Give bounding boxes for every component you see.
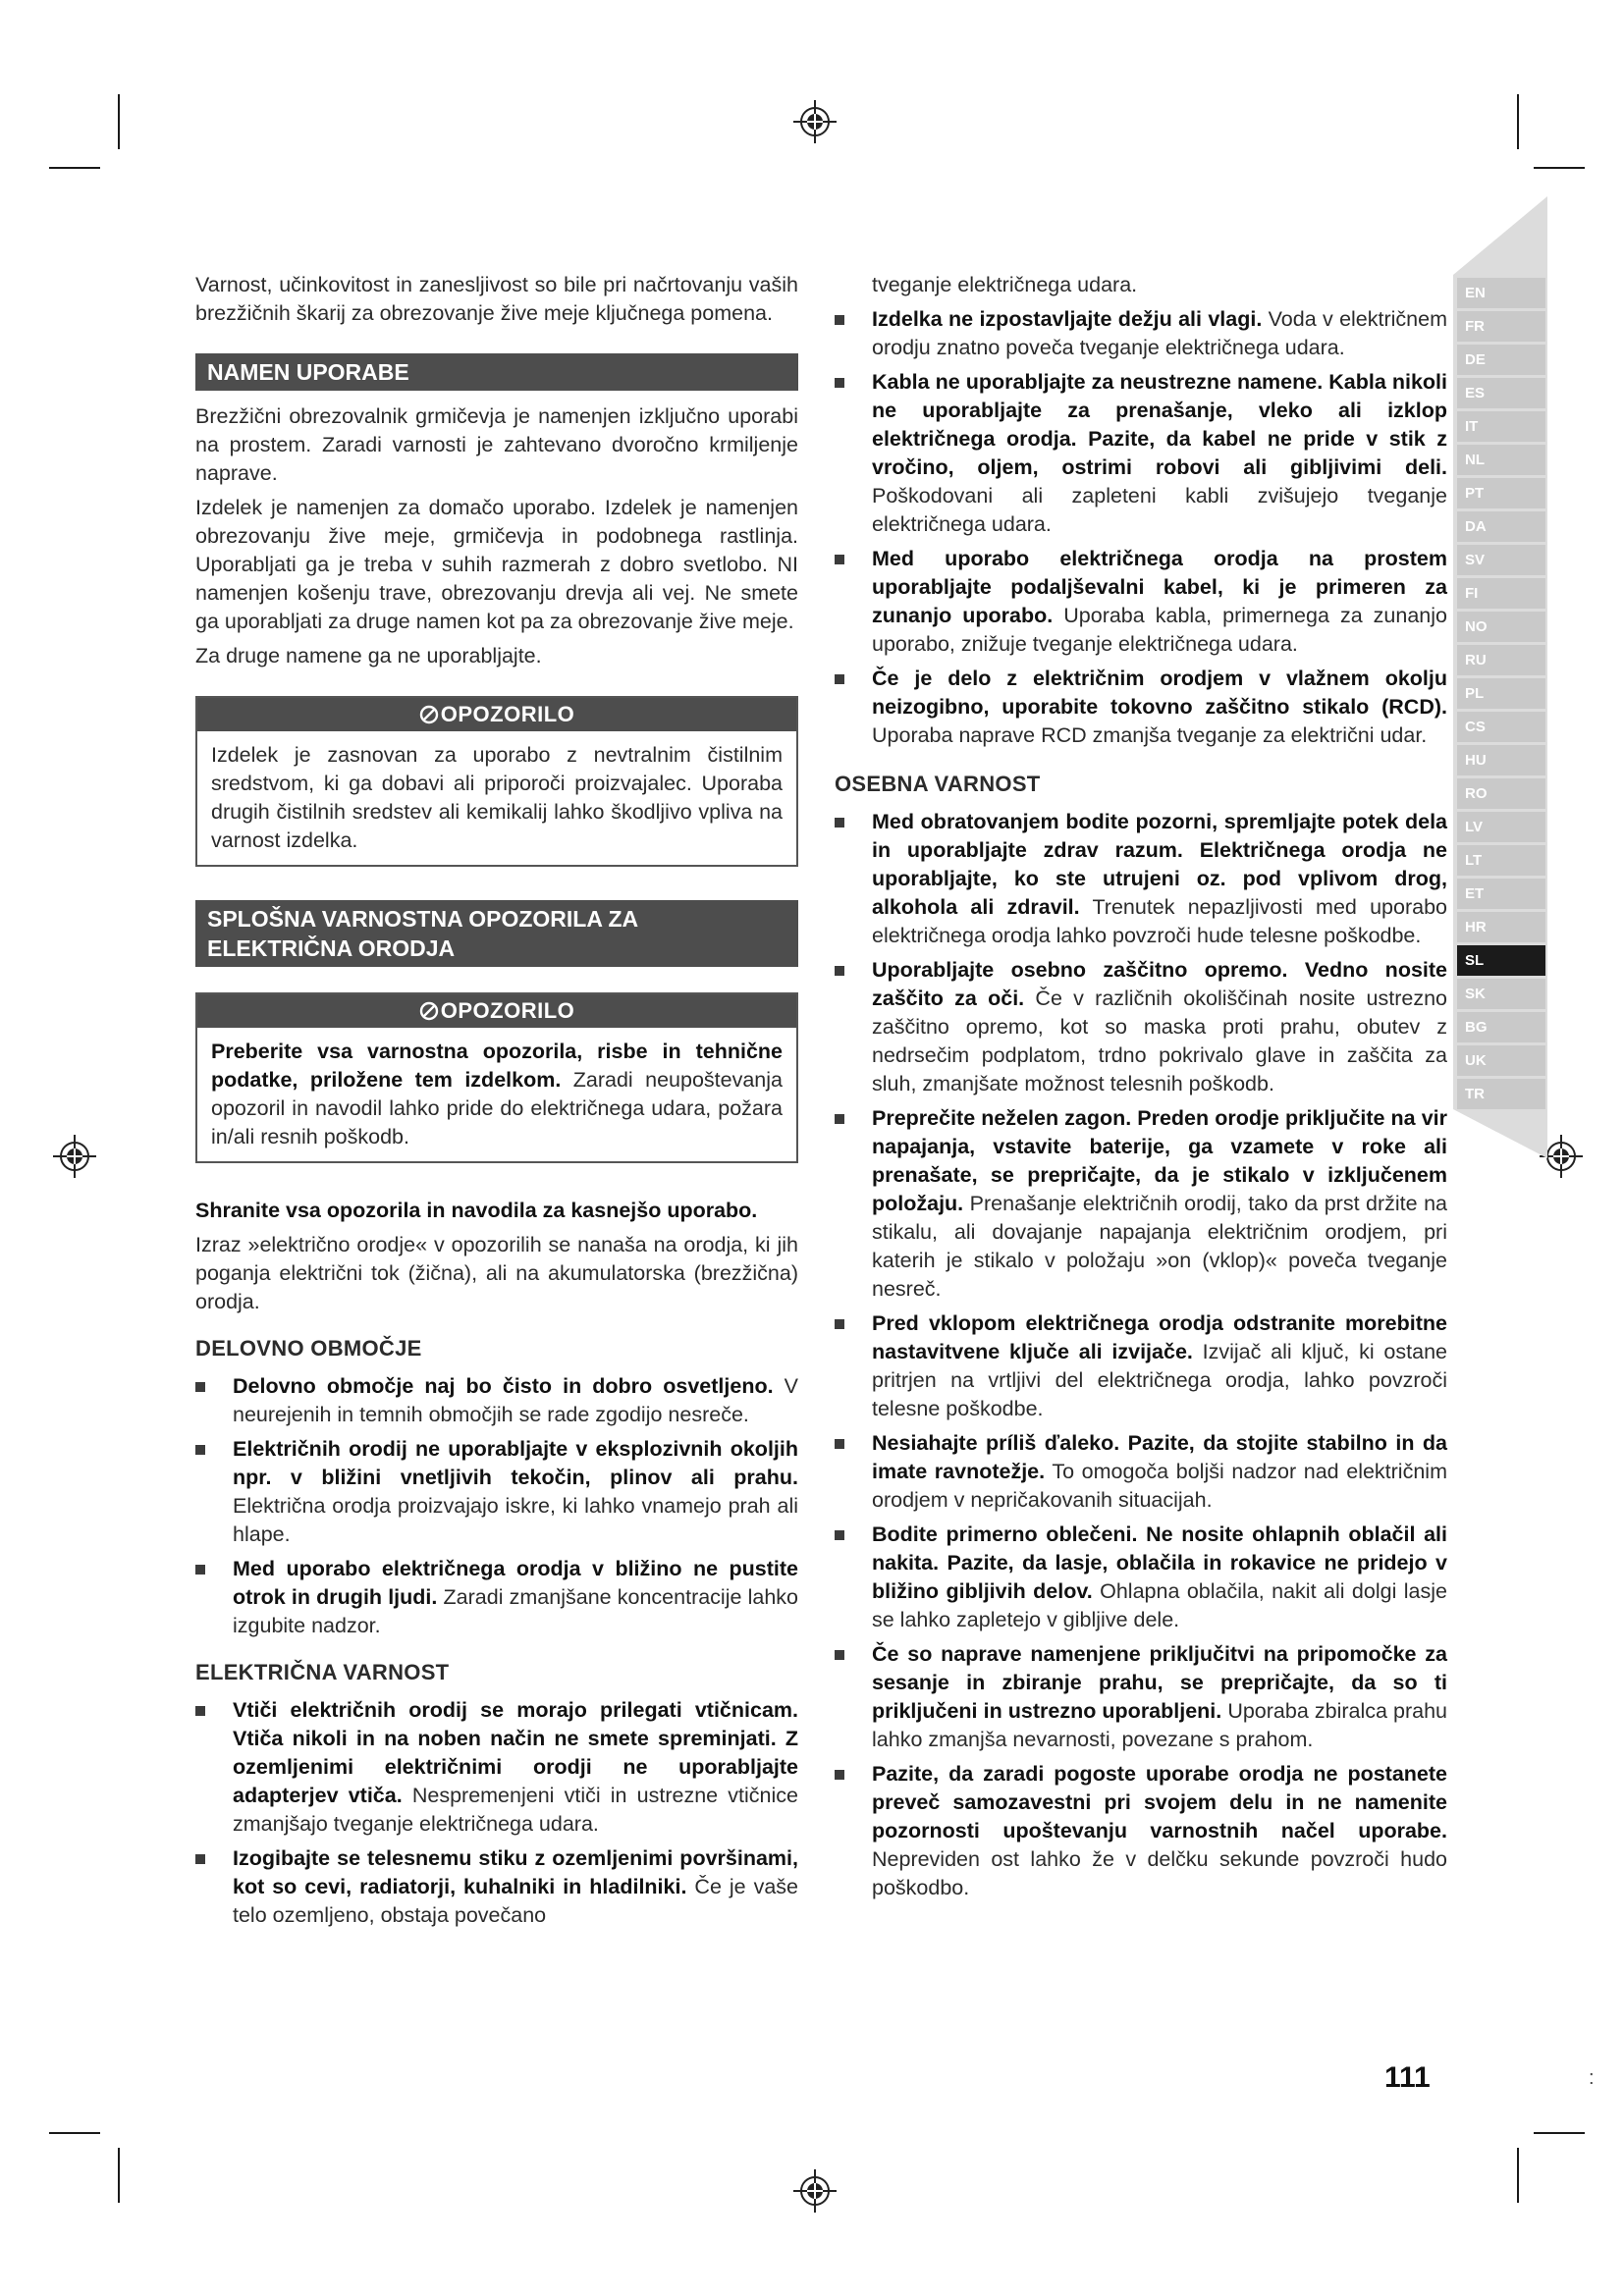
list-item: Nesiahajte príliš ďaleko. Pazite, da stojite stabilno in da imate ravnotežje. To omogoča boljši nadzor nad električnim orodjem v nepričakovanih situacijah.	[835, 1429, 1447, 1515]
language-tab-fi[interactable]: FI	[1457, 578, 1545, 609]
language-tabs	[1457, 278, 1545, 1112]
warning-text: Izdelek je zasnovan za uporabo z nevtralnim čistilnim sredstvom, ki ga dobavi ali priporoči proizvajalec. Uporaba drugih čistilnih sredstev ali kemikalij lahko škodljivo vpliva na varnost izdelka.	[211, 743, 783, 852]
list-item: Izdelka ne izpostavljajte dežju ali vlagi. Voda v električnem orodju znatno poveča tveganje električnega udara.	[835, 305, 1447, 362]
list-item: Med uporabo električnega orodja na prostem uporabljajte podaljševalni kabel, ki je primeren za zunanjo uporabo. Uporaba kabla, primernega za zunanjo uporabo, znižuje tveganje električnega udara.	[835, 545, 1447, 659]
warning-box	[195, 992, 798, 1163]
language-tab-es[interactable]: ES	[1457, 378, 1545, 408]
language-tab-cs[interactable]: CS	[1457, 712, 1545, 742]
language-tab-ru[interactable]: RU	[1457, 645, 1545, 675]
bullet-list	[835, 305, 1447, 750]
language-tab-sk[interactable]: SK	[1457, 979, 1545, 1009]
warning-header	[197, 698, 796, 731]
language-tab-it[interactable]: IT	[1457, 411, 1545, 442]
warning-text: Preberite vsa varnostna opozorila, risbe in tehnične podatke, priložene tem izdelkom. Zaradi neupoštevanja opozoril in navodil lahko pride do električnega udara, požara in/ali resnih poškodb.	[211, 1040, 783, 1148]
list-item: Med obratovanjem bodite pozorni, spremljajte potek dela in uporabljajte zdrav razum. Električnega orodja ne uporabljajte, ko ste utrujeni oz. pod vplivom drog, alkohola ali zdravil. Trenutek nepazljivosti med uporabo električnega orodja lahko povzroči hude telesne poškodbe.	[835, 808, 1447, 950]
list-item: Pazite, da zaradi pogoste uporabe orodja ne postanete preveč samozavestni pri svojem delu in ne namenite pozornosti upoštevanju varnostnih načel uporabe. Nepreviden ost lahko že v delčku sekunde povzroči hudo poškodbo.	[835, 1760, 1447, 1902]
language-tab-ro[interactable]: RO	[1457, 778, 1545, 809]
language-tab-sl[interactable]: SL	[1457, 945, 1545, 976]
language-tab-uk[interactable]: UK	[1457, 1045, 1545, 1076]
crop-mark	[49, 2132, 100, 2134]
warning-icon	[419, 1001, 439, 1021]
warning-body	[197, 731, 796, 865]
list-item: Pred vklopom električnega orodja odstranite morebitne nastavitvene ključe ali izvijače. Izvijač ali ključ, ki ostane pritrjen na vrtljivi del električnega orodja, lahko povzroči telesne poškodbe.	[835, 1309, 1447, 1423]
warning-title: OPOZORILO	[440, 998, 575, 1023]
paragraph: Brezžični obrezovalnik grmičevja je namenjen izključno uporabi na prostem. Zaradi varnosti je zahtevano dvoročno krmiljenje naprave.	[195, 404, 798, 485]
language-tab-da[interactable]: DA	[1457, 511, 1545, 542]
list-item: Med uporabo električnega orodja v bližino ne pustite otrok in drugih ljudi. Zaradi zmanjšane koncentracije lahko izgubite nadzor.	[195, 1555, 798, 1640]
language-tab-hu[interactable]: HU	[1457, 745, 1545, 775]
list-item: Kabla ne uporabljajte za neustrezne namene. Kabla nikoli ne uporabljajte za prenašanje, vleko ali izklop električnega orodja. Pazite, da kabel ne pride v stik z vročino, oljem, ostrimi robovi ali gibljivimi deli. Poškodovani ali zapleteni kabli zvišujejo tveganje električnega udara.	[835, 368, 1447, 539]
section-heading-namen: NAMEN UPORABE	[195, 353, 798, 391]
continued-text: tveganje električnega udara.	[872, 273, 1138, 296]
list-item: Uporabljajte osebno zaščitno opremo. Vedno nosite zaščito za oči. Če v različnih okoliščinah nosite ustrezno zaščitno opremo, kot so maska proti prahu, obutev z nedrsečim podplatom, trdno pokrivalo glave in zaščita za sluh, zmanjšate možnost telesnih poškodb.	[835, 956, 1447, 1098]
crop-mark	[118, 2148, 120, 2203]
list-item: Vtiči električnih orodij se morajo prilegati vtičnicam. Vtiča nikoli in na noben način ne smete spreminjati. Z ozemljenimi električnimi orodji ne uporabljajte adapterjev vtiča. Nespremenjeni vtiči in ustrezne vtičnice zmanjšajo tveganje električnega udara.	[195, 1696, 798, 1839]
list-item: Električnih orodij ne uporabljajte v eksplozivnih okoljih npr. v bližini vnetljivih tekočin, plinov ali prahu. Električna orodja proizvajajo iskre, ki lahko vnamejo prah ali hlape.	[195, 1435, 798, 1549]
language-tab-tr[interactable]: TR	[1457, 1079, 1545, 1109]
warning-header	[197, 994, 796, 1028]
paragraph: Izdelek je namenjen za domačo uporabo. Izdelek je namenjen obrezovanju žive meje, grmičevja in podobnega rastlinja. Uporabljati ga je treba v suhih razmerah z dobro svetlobo. NI namenjen košenju trave, obrezovanju drevja ali vej. Ne smete ga uporabljati za druge namen kot pa za obrezovanje žive meje.	[195, 496, 798, 633]
page-number: 111	[1384, 2061, 1431, 2094]
language-tab-hr[interactable]: HR	[1457, 912, 1545, 942]
registration-mark-icon	[53, 1135, 96, 1178]
warning-box	[195, 696, 798, 867]
warning-body	[197, 1028, 796, 1161]
language-tab-pl[interactable]: PL	[1457, 678, 1545, 709]
language-tab-lt[interactable]: LT	[1457, 845, 1545, 876]
registration-mark-icon	[793, 2169, 837, 2213]
list-item: Izogibajte se telesnemu stiku z ozemljenimi površinami, kot so cevi, radiatorji, kuhalniki in hladilniki. Če je vaše telo ozemljeno, obstaja povečano	[195, 1844, 798, 1930]
list-item: Če so naprave namenjene priključitvi na pripomočke za sesanje in zbiranje prahu, se prepričajte, da so ti priključeni in ustrezno uporabljeni. Uporaba zbiralca prahu lahko zmanjša nevarnosti, povezane s prahom.	[835, 1640, 1447, 1754]
list-item: Če je delo z električnim orodjem v vlažnem okolju neizogibno, uporabite tokovno zaščitno stikalo (RCD). Uporaba naprave RCD zmanjša tveganje za električni udar.	[835, 665, 1447, 750]
crop-mark	[49, 167, 100, 169]
paragraph: Izraz »električno orodje« v opozorilih se nanaša na orodja, ki jih poganja električni tok (žična), ali na akumulatorska (brezžična) orodja.	[195, 1233, 798, 1313]
language-tab-de[interactable]: DE	[1457, 345, 1545, 375]
warning-title: OPOZORILO	[440, 702, 575, 726]
language-tab-et[interactable]: ET	[1457, 879, 1545, 909]
language-tab-pt[interactable]: PT	[1457, 478, 1545, 508]
subheading-delovno: DELOVNO OBMOČJE	[195, 1336, 422, 1361]
registration-mark-icon	[793, 100, 837, 143]
bullet-list	[835, 808, 1447, 1902]
intro-paragraph: Varnost, učinkovitost in zanesljivost so bile pri načrtovanju vaših brezžičnih škarij za obrezovanje žive meje ključnega pomena.	[195, 273, 798, 325]
list-item: Bodite primerno oblečeni. Ne nosite ohlapnih oblačil ali nakita. Pazite, da lasje, oblačila in rokavice ne pridejo v bližino gibljivih delov. Ohlapna oblačila, nakit ali dolgi lasje se lahko zapletejo v gibljive dele.	[835, 1521, 1447, 1634]
right-column	[835, 271, 1447, 1908]
crop-mark	[118, 94, 120, 149]
subheading-osebna: OSEBNA VARNOST	[835, 772, 1041, 796]
bullet-list	[195, 1696, 798, 1930]
crop-mark	[1534, 167, 1585, 169]
edge-mark: :	[1589, 2067, 1595, 2089]
list-item: Preprečite neželen zagon. Preden orodje priključite na vir napajanja, vstavite baterije, ga vzamete v roke ali prenašate, se prepričajte, da je stikalo v izključenem položaju. Prenašanje električnih orodij, tako da prst držite na stikalu, ali dovajanje napajanja električnim orodjem, pri katerih je stikalo v položaju »on (vklop)« poveča tveganje nesreč.	[835, 1104, 1447, 1304]
language-tab-bg[interactable]: BG	[1457, 1012, 1545, 1042]
crop-mark	[1517, 2148, 1519, 2203]
warning-icon	[419, 705, 439, 724]
save-instructions: Shranite vsa opozorila in navodila za kasnejšo uporabo.	[195, 1199, 758, 1222]
language-tab-fr[interactable]: FR	[1457, 311, 1545, 342]
language-tab-lv[interactable]: LV	[1457, 812, 1545, 842]
bullet-list	[195, 1372, 798, 1640]
language-tab-en[interactable]: EN	[1457, 278, 1545, 308]
language-tab-no[interactable]: NO	[1457, 612, 1545, 642]
language-tab-sv[interactable]: SV	[1457, 545, 1545, 575]
crop-mark	[1517, 94, 1519, 149]
subheading-elektricna: ELEKTRIČNA VARNOST	[195, 1660, 450, 1684]
paragraph: Za druge namene ga ne uporabljajte.	[195, 644, 542, 667]
list-item: Delovno območje naj bo čisto in dobro osvetljeno. V neurejenih in temnih območjih se rade zgodijo nesreče.	[195, 1372, 798, 1429]
section-heading-splosna: SPLOŠNA VARNOSTNA OPOZORILA ZA ELEKTRIČNA ORODJA	[195, 900, 798, 967]
language-tab-nl[interactable]: NL	[1457, 445, 1545, 475]
left-column	[195, 271, 798, 1936]
crop-mark	[1534, 2132, 1585, 2134]
